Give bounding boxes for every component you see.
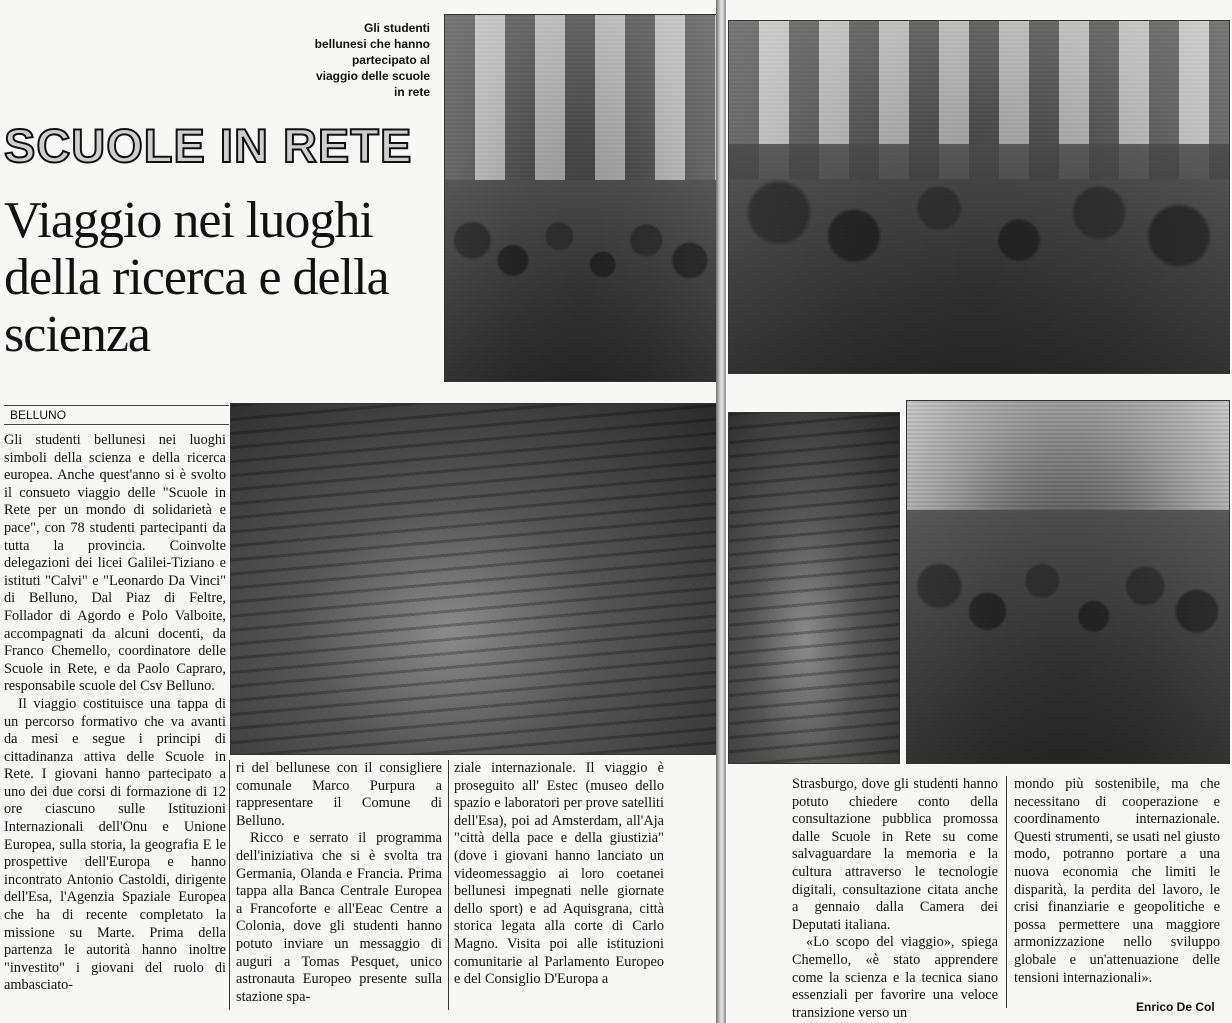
photo-building-facade — [445, 15, 716, 180]
column-rule — [229, 760, 230, 1010]
headline: Viaggio nei luoghi della ricerca e della scienza — [4, 192, 389, 363]
article-column-1 — [4, 432, 226, 995]
photo-group-building — [728, 20, 1230, 374]
photo-crowd — [729, 144, 1229, 373]
section-title: SCUOLE IN RETE — [4, 119, 413, 172]
paragraph: Ricco e serrato il programma dell'iniziativa che si è svolta tra Germania, Olanda e Francia. Prima tappa alla Banca Centrale Europea a Francoforte e all'Eeac Centre a Colonia, dove gli studenti hanno potuto inviare un messaggio di auguri a Tomas Pesquet, unico astronauta Europeo presente sulla stazione spa- — [236, 830, 442, 1005]
photo-people — [907, 510, 1229, 763]
article-column-2 — [236, 760, 442, 1006]
photo-hall-seats — [231, 404, 716, 754]
photo-hall-audience — [728, 412, 900, 764]
paragraph: «Lo scopo del viaggio», spiega Chemello, «è stato apprendere come la scienza e la tecnica siano essenziali per favorire una veloce transizione verso un — [792, 934, 998, 1021]
article-column-4 — [792, 776, 998, 1022]
dateline-bar — [4, 405, 229, 425]
paragraph: ziale internazionale. Il viaggio è proseguito all' Estec (museo dello spazio e laboratori per prove satelliti dell'Esa), poi ad Amsterdam, all'Aja "città della pace e della giustizia" (dove i giovani hanno lanciato un videomessaggio ai loro coetanei bellunesi impegnati nelle giornate dello sport) e ad Aquisgrana, città storica legata alla corte di Carlo Magno. Visita poi alle istituzioni comunitarie al Parlamento Europeo e del Consiglio D'Europa a — [454, 760, 664, 988]
page-fold — [716, 0, 726, 1023]
article-column-5 — [1014, 776, 1220, 987]
paragraph: mondo più sostenibile, ma che necessitano di cooperazione e coordinamento internazionale. Questi strumenti, se usati nel giusto modo, potranno portare a una nuova economia che limiti le disparità, la perdita del lavoro, le crisi finanziarie e geopolitiche e possa permettere una maggiore armonizzazione nello sviluppo globale e un'attenuazione delle tensioni internazionali». — [1014, 776, 1220, 986]
photo-caption: Gli studenti bellunesi che hanno partecipato al viaggio delle scuole in rete — [314, 21, 430, 99]
byline: Enrico De Col — [1136, 1000, 1215, 1014]
photo-parliament-hall — [230, 403, 716, 755]
paragraph: ri del bellunese con il consigliere comunale Marco Purpura a rappresentare il Comune di Belluno. — [236, 760, 442, 829]
right-page — [726, 0, 1232, 1023]
paragraph: Il viaggio costituisce una tappa di un percorso formativo che va avanti da mesi e segue i principi di cittadinanza attiva delle Scuole in Rete. I giovani hanno partecipato a uno dei due corsi di formazione di 12 ore ciascuno sulle Istituzioni Internazionali dell'Onu e Unione Europea, sulla storia, la geografia E le prospettive dell'Europa e hanno incontrato Antonio Castoldi, dirigente dell'Esa, l'Agenzia Spaziale Europea che ha di recente completato la missione su Marte. Prima della partenza le autorità hanno inoltre "investito" i giovani del ruolo di ambasciato- — [4, 695, 226, 994]
dateline: BELLUNO — [10, 408, 67, 422]
column-rule — [448, 760, 449, 1010]
article-column-3 — [454, 760, 664, 989]
paragraph: Strasburgo, dove gli studenti hanno potuto chiedere conto della consultazione pubblica promossa dalle Scuole in Rete su come salvaguardare la memoria e la cultura attraverso le tecnologie digitali, consultazione citata anche a gennaio dalla Camera dei Deputati italiana. — [792, 776, 998, 933]
photo-crowd — [445, 180, 716, 381]
paragraph: Gli studenti bellunesi nei luoghi simboli della scienza e della ricerca europea. Anche quest'anno si è svolto il consueto viaggio delle "Scuole in Rete per un mondo di solidarietà e pace", con 78 studenti partecipanti da tutta la provincia. Coinvolte delegazioni dei licei Galilei-Tiziano e istituti "Calvi" e "Leonardo Da Vinci" di Belluno, Dal Piaz di Feltre, Follador di Agordo e Polo Valboite, accompagnati da alcuni docenti, da Franco Chemello, coordinatore delle Scuole in Rete, e da Paolo Capraro, responsabile scuole del Csv Belluno. — [4, 432, 226, 695]
photo-group-front — [444, 14, 716, 382]
column-rule — [1006, 776, 1007, 1008]
photo-museum-visit — [906, 400, 1230, 764]
photo-hall-seats — [729, 413, 899, 763]
